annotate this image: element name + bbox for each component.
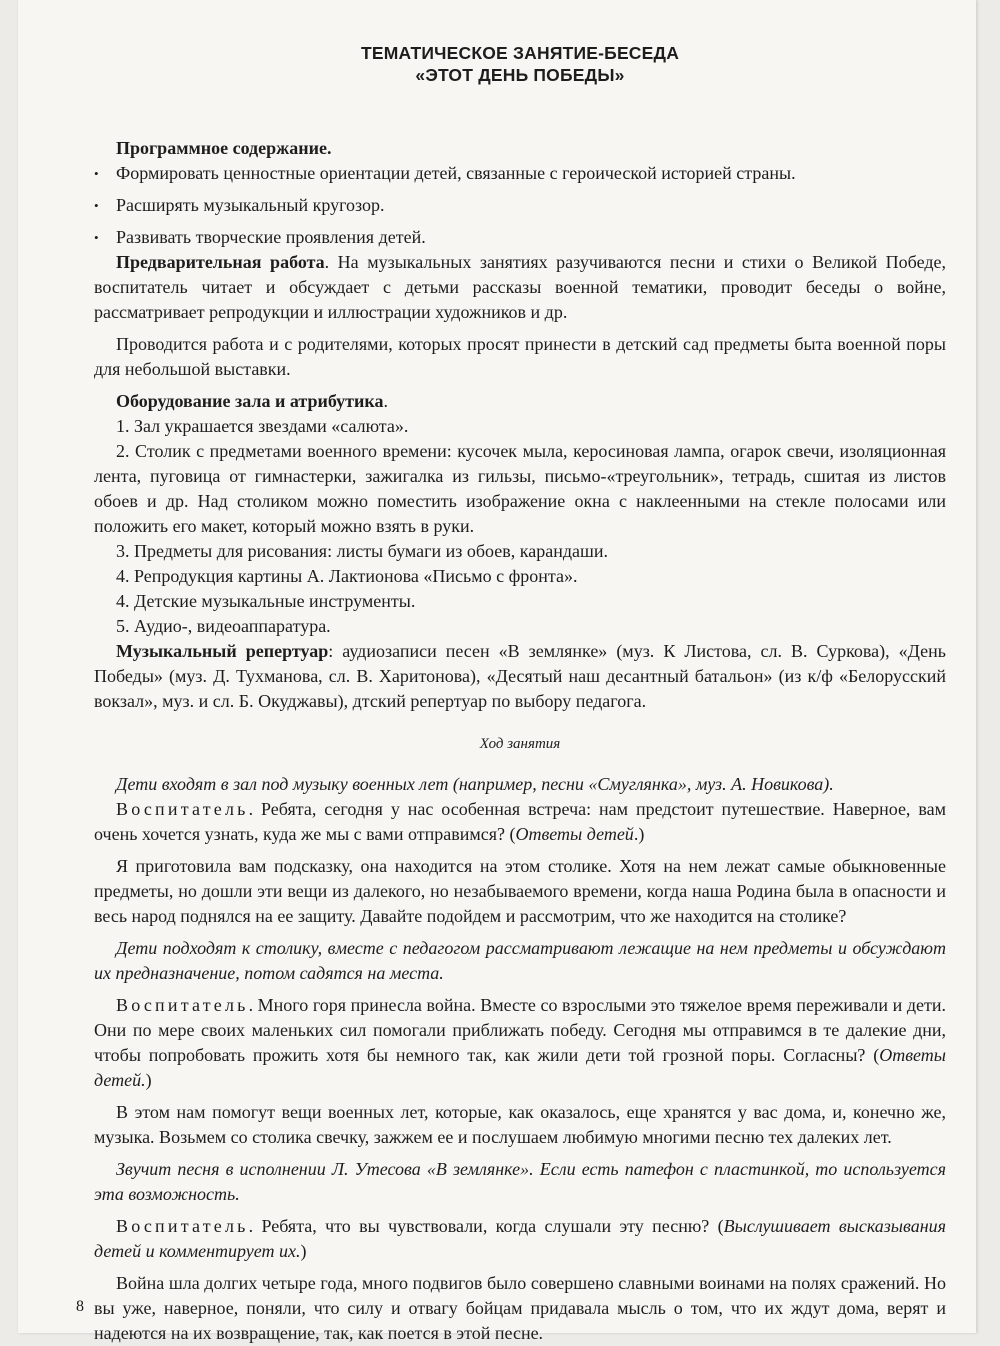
repertoire-paragraph: Музыкальный репертуар: аудиозаписи песен «В землянке» (муз. К Листова, сл. В. Суркова), «День Победы» (муз. Д. Тухманова, сл. В. Харитонова), «Десятый наш десантный батальон» (из к/ф «Белорусский вокзал», муз. и сл. Б. Окуджавы), дтский репертуар по выбору педагога. (94, 641, 946, 711)
equipment-item-4: 4. Репродукция картины А. Лактионова «Письмо с фронта». (116, 566, 578, 586)
equipment-item-6: 5. Аудио-, видеоаппаратура. (116, 616, 331, 636)
speaker-label: Воспитатель (116, 995, 249, 1015)
page-title (94, 42, 946, 86)
program-item-1: • Формировать ценностные ориентации детей, связанные с героической историей страны. (94, 163, 796, 183)
prep-heading: Предварительная работа (116, 252, 325, 272)
equipment-item-3: 3. Предметы для рисования: листы бумаги из обоев, карандаши. (116, 541, 608, 561)
speaker-label: Воспитатель (116, 799, 249, 819)
title-line-1: ТЕМАТИЧЕСКОЕ ЗАНЯТИЕ-БЕСЕДА (360, 43, 680, 63)
title-line-2: «ЭТОТ ДЕНЬ ПОБЕДЫ» (415, 65, 625, 85)
lesson-paragraph-7: Звучит песня в исполнении Л. Утесова «В землянке». Если есть патефон с пластинкой, то используется эта возможность. (94, 1159, 946, 1204)
speaker-label: Воспитатель (116, 1216, 249, 1236)
prep-paragraph: Предварительная работа. На музыкальных занятиях разучиваются песни и стихи о Великой Победе, воспитатель читает и обсуждает с детьми рассказы военной тематики, проводит беседы о войне, рассматривает репродукции и иллюстрации художников и др. (94, 252, 946, 322)
lesson-paragraph-6: В этом нам помогут вещи военных лет, которые, как оказалось, еще хранятся у вас дома, и, конечно же, музыка. Возьмем со столика свечку, зажжем ее и послушаем любимую многими песню тех далеких лет. (94, 1102, 946, 1147)
program-item-3: • Развивать творческие проявления детей. (94, 227, 426, 247)
equipment-item-1: 1. Зал украшается звездами «салюта». (116, 416, 409, 436)
lesson-paragraph-1: Дети входят в зал под музыку военных лет (например, песни «Смуглянка», муз. А. Новикова). (116, 774, 834, 794)
lesson-paragraph-5: Воспитатель. Много горя принесла война. Вместе со взрослыми это тяжелое время переживали и дети. Они по мере своих маленьких сил помогали приближать победу. Сегодня мы отправимся в те далекие дни, чтобы попробовать прожить хотя бы немного так, как жили дети той грозной поры. Согласны? (Ответы детей.) (94, 995, 946, 1090)
lesson-heading: Ход занятия (479, 736, 561, 752)
program-heading: Программное содержание. (116, 138, 332, 158)
page-content (94, 42, 946, 1346)
equipment-item-5: 4. Детские музыкальные инструменты. (116, 591, 416, 611)
prep-parents-paragraph: Проводится работа и с родителями, которых просят принести в детский сад предметы быта военной поры для небольшой выставки. (94, 334, 946, 379)
equipment-heading: Оборудование зала и атрибутика. (116, 391, 388, 411)
lesson-paragraph-4: Дети подходят к столику, вместе с педагогом рассматривают лежащие на нем предметы и обсуждают их предназначение, потом садятся на места. (94, 938, 946, 983)
page-number: 8 (76, 1298, 84, 1315)
lesson-paragraph-9: Война шла долгих четыре года, много подвигов было совершено славными воинами на полях сражений. Но вы уже, наверное, поняли, что силу и отвагу бойцам придавала мысль о том, что их ждут дома, верят и надеются на их возвращение, так, как поется в этой песне. (94, 1273, 946, 1343)
lesson-paragraph-3: Я приготовила вам подсказку, она находится на этом столике. Хотя на нем лежат самые обыкновенные предметы, но дошли эти вещи из далекого, но незабываемого времени, когда наша Родина была в опасности и весь народ поднялся на ее защиту. Давайте подойдем и рассмотрим, что же находится на столике? (94, 856, 946, 926)
page (18, 0, 976, 1343)
lesson-paragraph-8: Воспитатель. Ребята, что вы чувствовали, когда слушали эту песню? (Выслушивает высказывания детей и комментирует их.) (94, 1216, 946, 1261)
equipment-item-2: 2. Столик с предметами военного времени: кусочек мыла, керосиновая лампа, огарок свечи, изоляционная лента, пуговица от гимнастерки, зажигалка из гильзы, письмо-«треугольник», тетрадь, сшитая из листов обоев и др. Над столиком можно поместить изображение окна с наклеенными на стекле полосами или положить его макет, который можно взять в руки. (94, 441, 946, 536)
program-item-2: • Расширять музыкальный кругозор. (94, 195, 385, 215)
repertoire-heading: Музыкальный репертуар (116, 641, 329, 661)
lesson-paragraph-2: Воспитатель. Ребята, сегодня у нас особенная встреча: нам предстоит путешествие. Наверное, вам очень хочется узнать, куда же мы с вами отправимся? (Ответы детей.) (94, 799, 946, 844)
